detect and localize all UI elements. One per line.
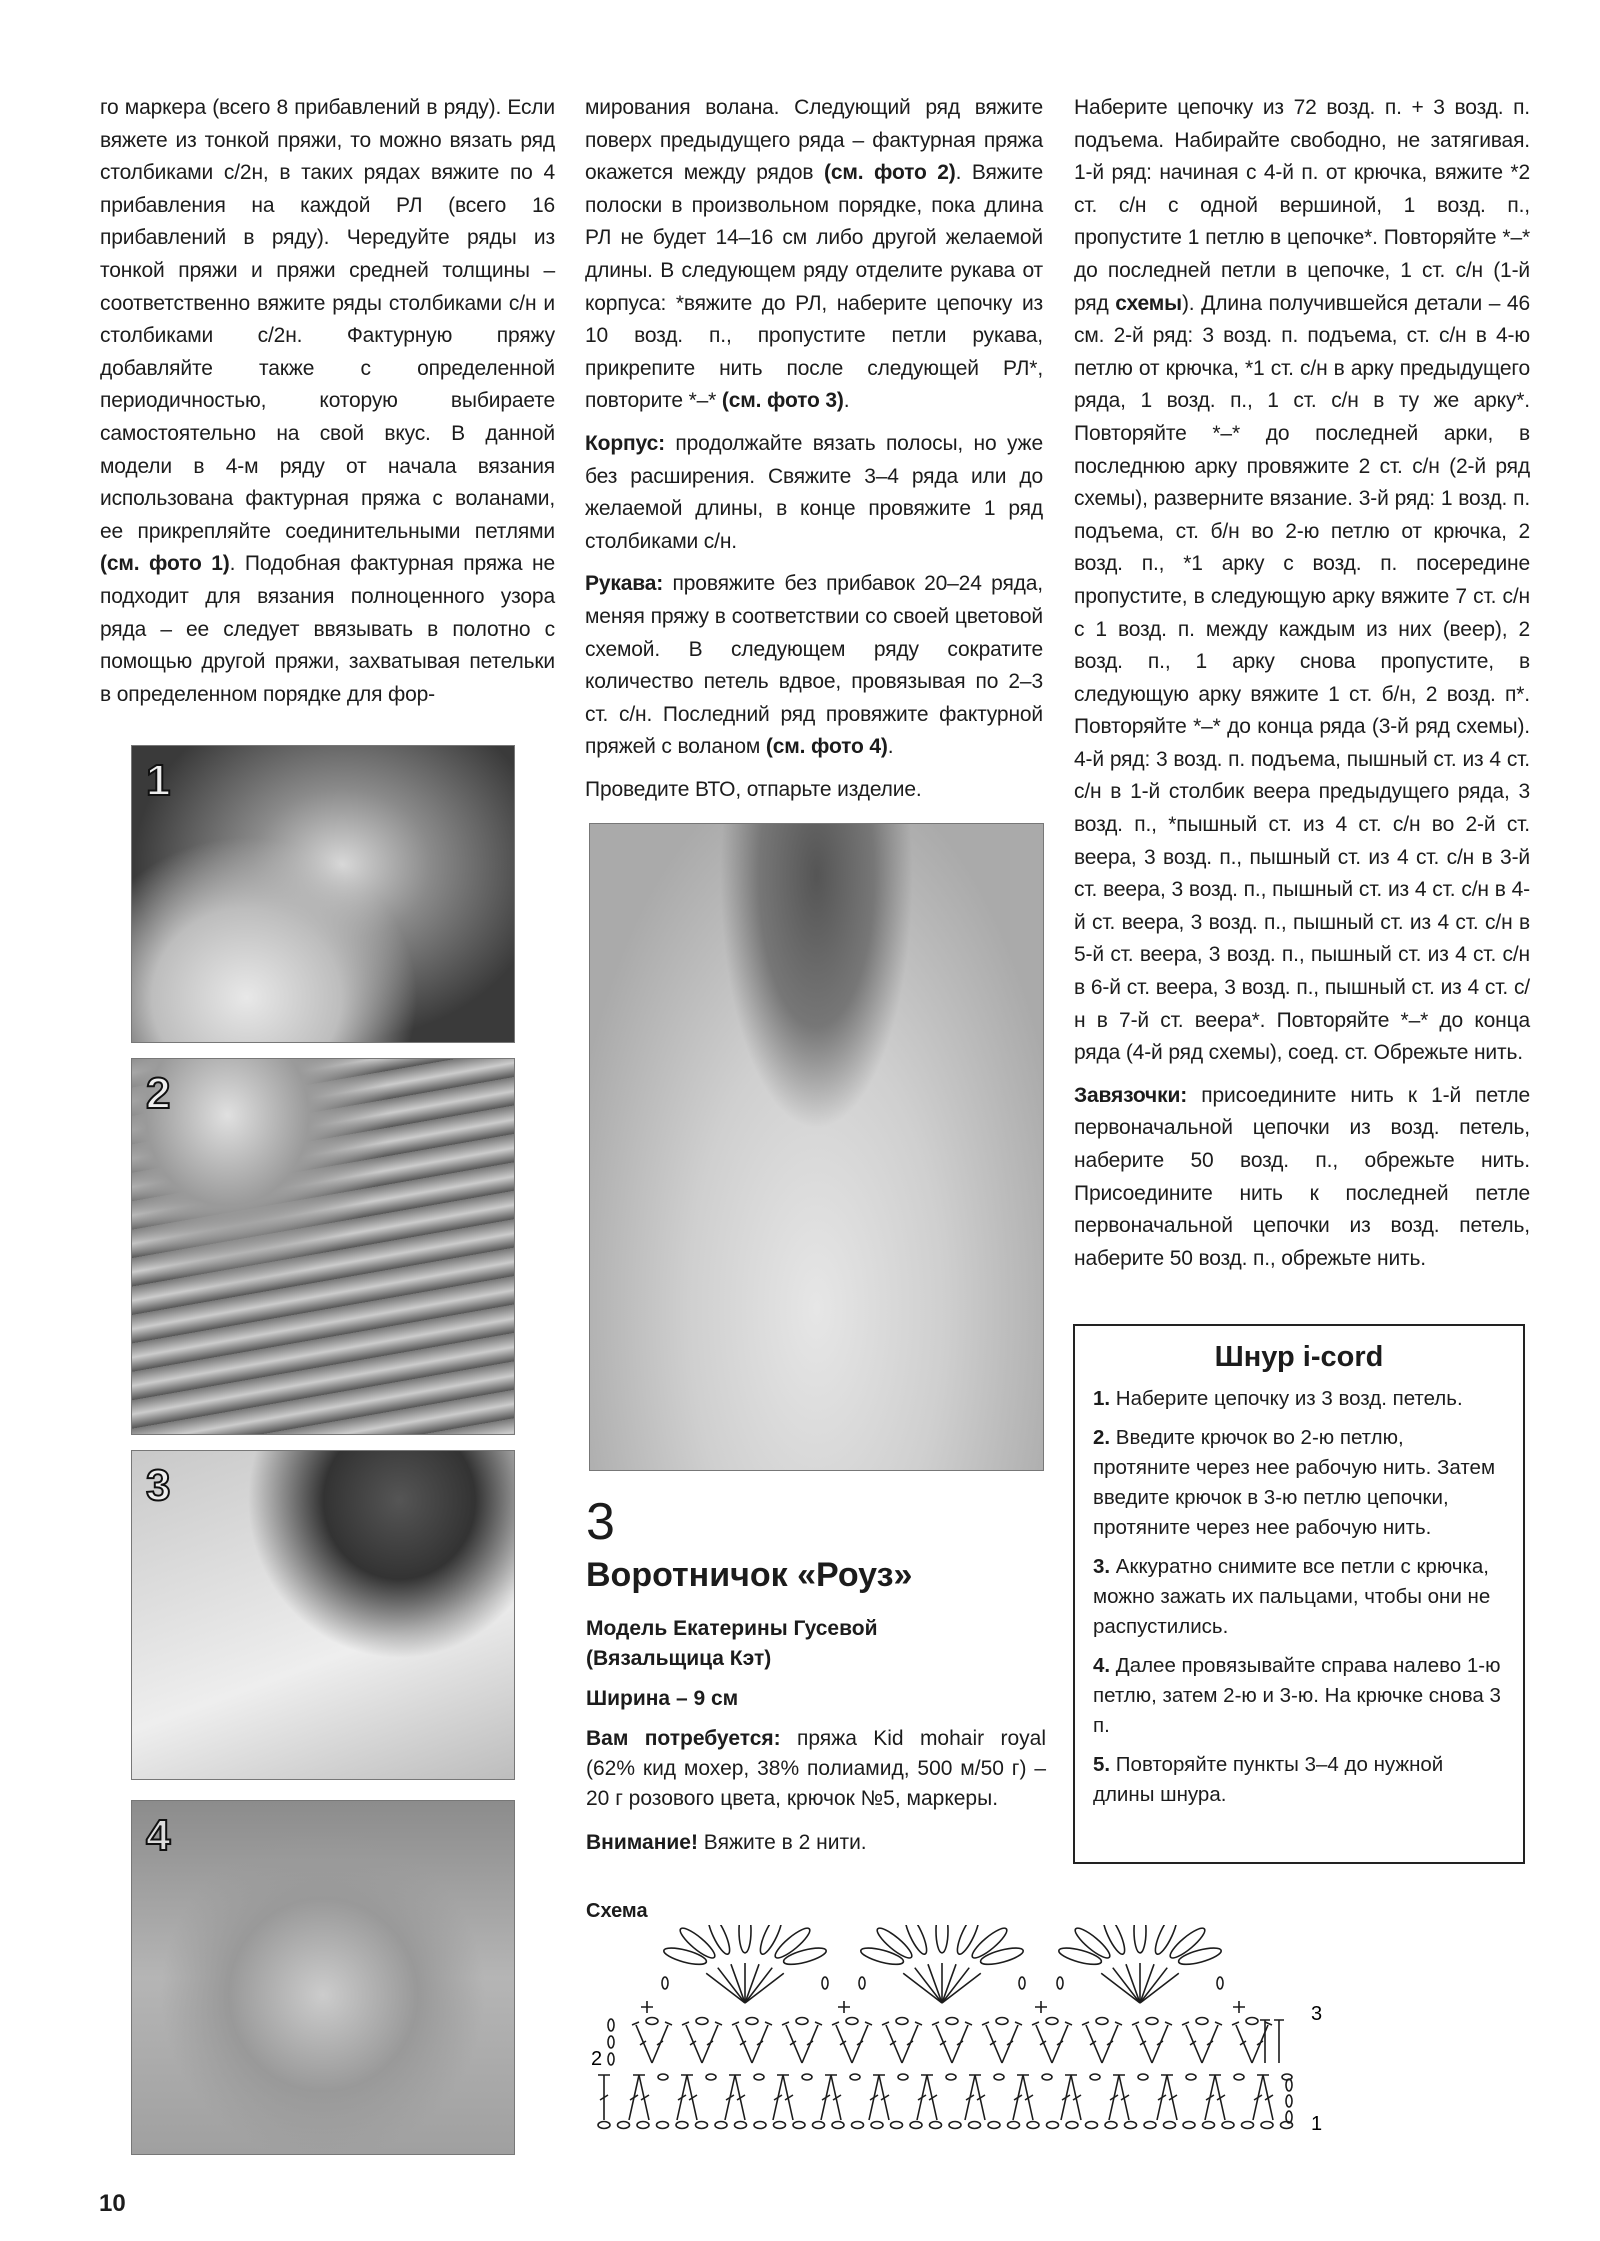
chain-stitch-mark [996, 2018, 1008, 2025]
paragraph-finish: Проведите ВТО, отпарьте изделие. [585, 777, 922, 801]
v-stitch-mark [782, 2022, 822, 2063]
chain-stitch-mark [793, 2122, 805, 2129]
chain-stitch-mark [646, 2018, 658, 2025]
chain-stitch-mark [1086, 2122, 1098, 2129]
double-stitch-mark [1253, 2075, 1273, 2120]
width-spec: Ширина – 9 см [586, 1687, 739, 1710]
puff-stitch-mark [677, 1925, 718, 1962]
single-crochet-mark [1035, 2001, 1047, 2013]
v-stitch-mark [832, 2022, 872, 2063]
chain-stitch-mark [1222, 2122, 1234, 2129]
row-label-2: 2 [591, 2048, 603, 2070]
chain-stitch-mark [1019, 1977, 1025, 1989]
puff-stitch-mark [1167, 1925, 1208, 1962]
chain-stitch-mark [608, 2036, 614, 2048]
chain-stitch-mark [662, 1977, 668, 1989]
section-number: 3 [586, 1493, 615, 1551]
chain-stitch-mark [1090, 2074, 1100, 2080]
photo-2 [131, 1058, 515, 1435]
photo-1 [131, 745, 515, 1043]
chain-stitch-mark [896, 2018, 908, 2025]
chain-stitch-mark [898, 2074, 908, 2080]
section-title: Воротничок «Роуз» [586, 1556, 913, 1594]
chain-stitch-mark [1286, 2079, 1292, 2091]
step: 3. Аккуратно снимите все петли с крючка, можно зажать их пальцами, чтобы они не распустились. [1093, 1555, 1491, 1638]
chain-stitch-mark [1144, 2122, 1156, 2129]
chain-stitch-mark [1027, 2122, 1039, 2129]
chain-stitch-mark [813, 2122, 825, 2129]
v-stitch-mark [1132, 2022, 1172, 2063]
v-stitch-mark [632, 2022, 672, 2063]
puff-stitch-mark [756, 1925, 785, 1957]
puff-stitch-mark [859, 1945, 905, 1968]
chain-stitch-mark [859, 1977, 865, 1989]
photo-reference: (см. фото 3) [721, 389, 844, 413]
paragraph-body: Корпус: продолжайте вязать полосы, но уже без расширения. Свяжите 3–4 ряда или до желаемой длины, в конце провяжите 1 ряд столбиками с/н. [585, 431, 1043, 553]
chain-stitch-mark [735, 2122, 747, 2129]
chain-stitch-mark [822, 1977, 828, 1989]
v-stitch-mark [932, 2022, 972, 2063]
double-stitch-mark [677, 2075, 697, 2120]
scheme-label: Схема [586, 1900, 648, 1922]
paragraph: Наберите цепочку из 72 возд. п. + 3 возд. п. подъема. Набирайте свободно, не затягивая. 1-й ряд: начиная с 4-й п. от крючка, вяжите *2 ст. с/н с одной вершиной, 1 возд. п., пропустите 1 петлю в цепочке*. Повторяйте *–* до последней петли в цепочке, 1 ст. с/н (1-й ряд схемы). Длина получившейся детали – 46 см. 2-й ряд: 3 возд. п. подъема, ст. с/н в 4-ю петлю от крючка, *1 ст. с/н в арку предыдущего ряда, 1 возд. п., 1 ст. с/н в ту же арку*. Повторяйте *–* до последней арки, в последнюю арку провяжите 2 ст. с/н (2-й ряд схемы), разверните вязание. 3-й ряд: 1 возд. п. подъема, ст. б/н во 2-ю петлю от крючка, 2 возд. п., *1 арку с возд. п. посередине пропустите, в следующую арку вяжите 7 ст. с/н с 1 возд. п. между каждым из них (веер), 2 возд. п., 1 арку снова пропустите, в следующую арку вяжите 1 ст. б/н, 2 возд. п*. Повторяйте *–* до конца ряда (3-й ряд схемы). 4-й ряд: 3 возд. п. подъема, пышный ст. из 4 ст. с/н в 1-й столбик веера предыдущего ряда, 3 возд. п., *пышный ст. из 4 ст. с/н во 2-й ст. веера, 3 возд. п., пышный ст. из 4 ст. с/н в 3-й ст. веера, 3 возд. п., пышный ст. из 4 ст. с/н в 4-й ст. веера, 3 возд. п., пышный ст. из 4 ст. с/н в 5-й ст. веера, 3 возд. п., пышный ст. из 4 ст. с/н в 6-й ст. веера, 3 возд. п., пышный ст. из 4 ст. с/н в 7-й ст. веера*. Повторяйте *–* до конца ряда (4-й ряд схемы), соед. ст. Обрежьте нить. [1074, 96, 1530, 1065]
text-column-3 [1074, 92, 1530, 1285]
photo-reference: (см. фото 2) [823, 161, 956, 185]
step: 1. Наберите цепочку из 3 возд. петель. [1093, 1387, 1463, 1410]
chain-stitch-mark [1047, 2122, 1059, 2129]
double-stitch-mark [1013, 2075, 1033, 2120]
step: 5. Повторяйте пункты 3–4 до нужной длины шнура. [1093, 1753, 1444, 1806]
chain-stitch-mark [696, 2018, 708, 2025]
page-number: 10 [99, 2190, 126, 2217]
chain-stitch-mark [618, 2122, 630, 2129]
chain-stitch-mark [988, 2122, 1000, 2129]
double-stitch-mark [1109, 2075, 1129, 2120]
chain-stitch-mark [1203, 2122, 1215, 2129]
chain-stitch-mark [657, 2122, 669, 2129]
stitch-mark [1260, 2020, 1284, 2063]
chain-stitch-mark [1183, 2122, 1195, 2129]
single-crochet-mark [1233, 2001, 1245, 2013]
puff-stitch-mark [1072, 1925, 1113, 1962]
stitch-mark [598, 2075, 610, 2120]
double-stitch-mark [917, 2075, 937, 2120]
chain-stitch-mark [1042, 2074, 1052, 2080]
paragraph-ties: Завязочки: присоедините нить к 1-й петле первоначальной цепочки из возд. петель, наберите 50 возд. п., обрежьте нить. Присоедините нить к последней петле первоначальной цепочки из возд. петель, наберите 50 возд. п., обрежьте нить. [1074, 1083, 1530, 1270]
chain-stitch-mark [696, 2122, 708, 2129]
chain-stitch-mark [706, 2074, 716, 2080]
photo-reference: (см. фото 1) [100, 552, 230, 576]
crochet-scheme [589, 1925, 1349, 2155]
chain-stitch-mark [1125, 2122, 1137, 2129]
v-stitch-mark [1182, 2022, 1222, 2063]
chain-stitch-mark [774, 2122, 786, 2129]
v-stitch-mark [732, 2022, 772, 2063]
photo-number: 4 [146, 1811, 171, 1860]
chain-stitch-mark [1246, 2018, 1258, 2025]
chain-stitch-mark [910, 2122, 922, 2129]
v-stitch-mark [1232, 2022, 1272, 2063]
text-column-2 [585, 92, 1043, 816]
puff-stitch-mark [1151, 1925, 1180, 1957]
chain-stitch-mark [1186, 2074, 1196, 2080]
single-crochet-mark [838, 2001, 850, 2013]
chain-stitch-mark [637, 2122, 649, 2129]
chain-stitch-mark [1138, 2074, 1148, 2080]
chain-stitch-mark [1286, 2095, 1292, 2107]
double-stitch-mark [965, 2075, 985, 2120]
chain-stitch-mark [1096, 2018, 1108, 2025]
chain-stitch-mark [608, 2019, 614, 2031]
puff-stitch-mark [874, 1925, 915, 1962]
double-stitch-mark [629, 2075, 649, 2120]
photo-number: 1 [146, 756, 171, 805]
chain-stitch-mark [930, 2122, 942, 2129]
chain-stitch-mark [850, 2074, 860, 2080]
v-stitch-mark [982, 2022, 1022, 2063]
puff-stitch-mark [1177, 1945, 1223, 1968]
photo-number: 3 [146, 1461, 171, 1510]
chain-stitch-mark [608, 2053, 614, 2065]
double-stitch-mark [821, 2075, 841, 2120]
photo-4 [131, 1800, 515, 2155]
puff-stitch-mark [979, 1945, 1025, 1968]
chain-stitch-mark [1146, 2018, 1158, 2025]
chain-stitch-mark [1217, 1977, 1223, 1989]
photo-number: 2 [146, 1069, 171, 1118]
chain-stitch-mark [754, 2074, 764, 2080]
chain-stitch-mark [1261, 2122, 1273, 2129]
puff-stitch-mark [1099, 1925, 1128, 1957]
puff-stitch-mark [704, 1925, 733, 1957]
author: Модель Екатерины Гусевой (Вязальщица Кэт) [586, 1617, 878, 1670]
chain-stitch-mark [852, 2122, 864, 2129]
chain-stitch-mark [676, 2122, 688, 2129]
chain-stitch-mark [994, 2074, 1004, 2080]
box-title: Шнур i-cord [1214, 1341, 1384, 1373]
double-stitch-mark [1205, 2075, 1225, 2120]
v-stitch-mark [882, 2022, 922, 2063]
step: 4. Далее провязывайте справа налево 1-ю петлю, затем 2-ю и 3-ю. На крючке снова 3 п. [1093, 1654, 1501, 1737]
paragraph-sleeves: Рукава: провяжите без прибавок 20–24 ряда, меняя пряжу в соответствии со своей цветовой схемой. В следующем ряду сократите количество петель вдвое, провязывая по 2–3 ст. с/н. Последний ряд провяжите фактурной пряжей с воланом (см. фото 4). [585, 572, 1043, 759]
puff-stitch-mark [1057, 1945, 1103, 1968]
chain-stitch-mark [832, 2122, 844, 2129]
puff-stitch-mark [772, 1925, 813, 1962]
v-stitch-mark [1032, 2022, 1072, 2063]
puff-stitch-mark [662, 1945, 708, 1968]
double-stitch-mark [1061, 2075, 1081, 2120]
v-stitch-mark [682, 2022, 722, 2063]
chain-stitch-mark [802, 2074, 812, 2080]
chain-stitch-mark [949, 2122, 961, 2129]
chain-stitch-mark [1066, 2122, 1078, 2129]
puff-stitch-mark [739, 1925, 751, 1953]
chain-stitch-mark [715, 2122, 727, 2129]
photo-3 [131, 1450, 515, 1780]
model-photo-collar [589, 823, 1044, 1471]
chain-stitch-mark [946, 2018, 958, 2025]
materials: Вам потребуется: пряжа Kid mohair royal (62% кид мохер, 38% полиамид, 500 м/50 г) – 20 г розового цвета, крючок №5, маркеры. [586, 1727, 1046, 1810]
chain-stitch-mark [1196, 2018, 1208, 2025]
v-stitch-mark [1082, 2022, 1122, 2063]
chain-stitch-mark [946, 2074, 956, 2080]
double-stitch-mark [869, 2075, 889, 2120]
icord-instructions-box [1073, 1324, 1525, 1864]
puff-stitch-mark [936, 1925, 948, 1953]
chain-stitch-mark [846, 2018, 858, 2025]
paragraph: го маркера (всего 8 прибавлений в ряду). Если вяжете из тонкой пряжи, то можно вязать ряд столбиками с/2н, в таких рядах вяжите по 4 прибавления на каждой РЛ (всего 16 прибавлений в ряду). Чередуйте ряды из тонкой пряжи и пряжи средней толщины – соответственно вяжите ряды столбиками с/н и столбиками с/2н. Фактурную пряжу добавляйте также с определенной периодичностью, которую выбираете самостоятельно на свой вкус. В данной модели в 4-м ряду от начала вязания использована фактурная пряжа с воланами, ее прикрепляйте соединительными петлями (см. фото 1). Подобная фактурная пряжа не подходит для вязания полноценного узора ряда – ее следует ввязывать в полотно с помощью другой пряжи, захватывая петельки в определенном порядке для фор- [100, 96, 555, 706]
chain-stitch-mark [891, 2122, 903, 2129]
step: 2. Введите крючок во 2-ю петлю, протяните через нее рабочую нить. Затем введите крючок в 3-ю петлю цепочки, протяните через нее рабочую нить. [1093, 1426, 1496, 1539]
attention-note: Внимание! Вяжите в 2 нити. [586, 1831, 867, 1854]
chain-stitch-mark [1234, 2074, 1244, 2080]
chain-stitch-mark [796, 2018, 808, 2025]
double-stitch-mark [773, 2075, 793, 2120]
chain-stitch-mark [969, 2122, 981, 2129]
double-stitch-mark [1157, 2075, 1177, 2120]
photo-reference: (см. фото 4) [765, 735, 888, 759]
single-crochet-mark [641, 2001, 653, 2013]
chain-stitch-mark [1008, 2122, 1020, 2129]
paragraph: мирования волана. Следующий ряд вяжите поверх предыдущего ряда – фактурная пряжа окажется между рядов (см. фото 2). Вяжите полоски в произвольном порядке, пока длина РЛ не будет 14–16 см либо другой желаемой длины. В следующем ряду отделите рукава от корпуса: *вяжите до РЛ, наберите цепочку из 10 возд. п., пропустите петли рукава, прикрепите нить после следующей РЛ*, повторите *–* (см. фото 3). [585, 96, 1044, 413]
chain-stitch-mark [1242, 2122, 1254, 2129]
puff-stitch-mark [901, 1925, 930, 1957]
chain-stitch-mark [1105, 2122, 1117, 2129]
chain-stitch-mark [754, 2122, 766, 2129]
chain-stitch-mark [658, 2074, 668, 2080]
puff-stitch-mark [782, 1945, 828, 1968]
double-stitch-mark [725, 2075, 745, 2120]
chain-stitch-mark [1164, 2122, 1176, 2129]
puff-stitch-mark [969, 1925, 1010, 1962]
chain-stitch-mark [1057, 1977, 1063, 1989]
chain-stitch-mark [871, 2122, 883, 2129]
puff-stitch-mark [1134, 1925, 1146, 1953]
chain-stitch-mark [598, 2122, 610, 2129]
text-column-1 [100, 92, 555, 721]
puff-stitch-mark [953, 1925, 982, 1957]
row-label-3: 3 [1311, 2003, 1323, 2025]
chain-stitch-mark [746, 2018, 758, 2025]
row-label-1: 1 [1311, 2113, 1323, 2135]
chain-stitch-mark [1046, 2018, 1058, 2025]
